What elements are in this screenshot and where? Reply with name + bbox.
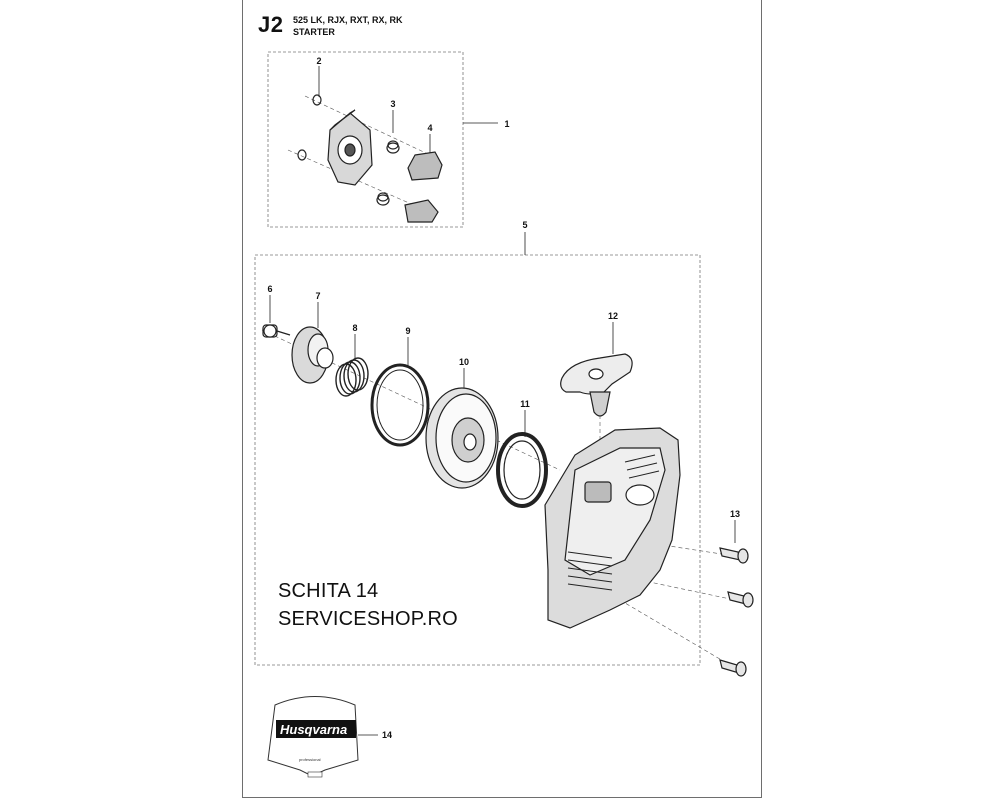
watermark-line-2: SERVICESHOP.RO [278, 608, 458, 630]
starter-housing-icon [545, 428, 680, 628]
page-code: J2 [258, 12, 284, 37]
callout-11: 11 [520, 399, 530, 409]
recoil-spring-icon [498, 434, 546, 506]
rope-pulley-icon [426, 388, 498, 488]
watermark-line-1: SCHITA 14 [278, 580, 379, 602]
decal-brand: Husqvarna [280, 722, 348, 737]
coil-spring-icon [336, 358, 368, 396]
model-list: 525 LK, RJX, RXT, RX, RK [293, 15, 403, 25]
pulley-hub-icon [292, 327, 333, 383]
callout-6: 6 [267, 284, 273, 294]
pawl-carrier-icon [328, 110, 372, 185]
section-title: STARTER [293, 27, 335, 37]
callout-3: 3 [390, 99, 396, 109]
callout-12: 12 [607, 311, 619, 321]
callout-2: 2 [316, 56, 322, 66]
callout-14: 14 [381, 730, 393, 740]
center-screw-icon [263, 325, 290, 337]
callout-5: 5 [522, 220, 528, 230]
decal-subtext: professional [299, 757, 321, 762]
spacer-ring-icon [372, 365, 428, 445]
pawl-icon [405, 152, 442, 222]
callout-13: 13 [729, 509, 741, 519]
callout-10: 10 [458, 357, 470, 367]
callout-8: 8 [352, 323, 358, 333]
pawl-spring-icon [377, 141, 399, 205]
callout-7: 7 [315, 291, 321, 301]
callout-1: 1 [504, 119, 510, 129]
callout-4: 4 [427, 123, 433, 133]
housing-screw-icon [720, 548, 753, 676]
callout-9: 9 [405, 326, 411, 336]
retaining-clip-icon [298, 95, 321, 160]
starter-handle-icon [561, 354, 632, 416]
